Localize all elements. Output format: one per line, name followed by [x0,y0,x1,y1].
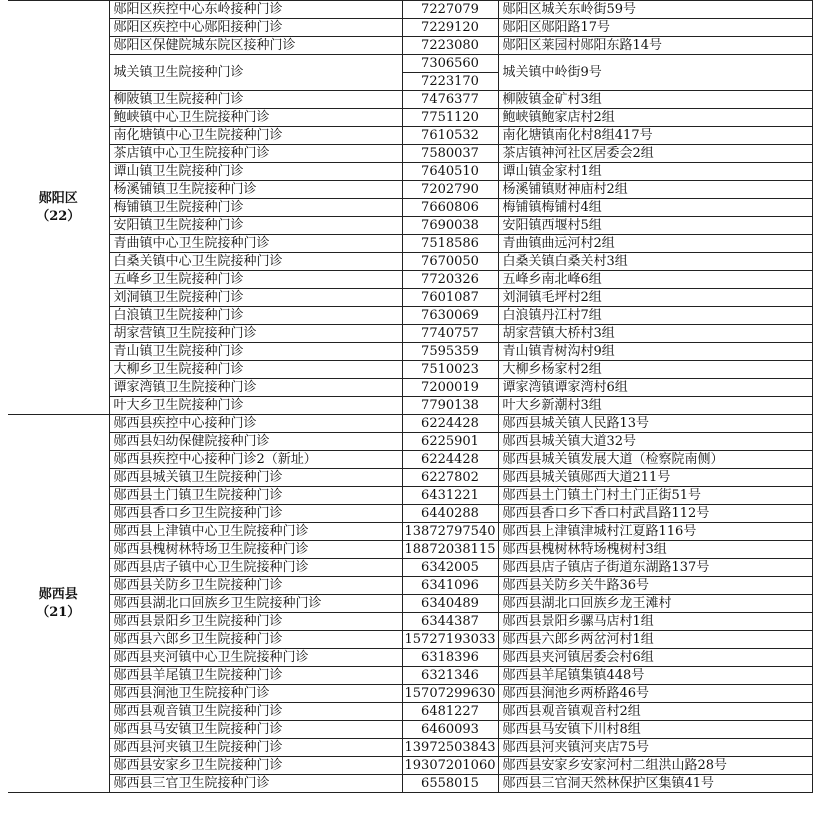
table-row [8,757,812,775]
clinic-address: 郧阳区莱园村郧阳东路14号 [498,37,812,55]
table-row [8,91,812,109]
clinic-phone: 7740757 [402,325,498,343]
clinic-address: 郧西县马安镇下川村8组 [498,721,812,739]
table-row [8,163,812,181]
table-row [8,631,812,649]
clinic-address: 郧西县槐树林特场槐树村3组 [498,541,812,559]
clinic-phone: 7595359 [402,343,498,361]
clinic-name: 叶大乡卫生院接种门诊 [109,397,402,415]
clinic-address: 郧西县涧池乡两桥路46号 [498,685,812,703]
clinic-address: 谭山镇金家村1组 [498,163,812,181]
table-row [8,199,812,217]
table-row [8,145,812,163]
clinic-address: 郧西县城关镇发展大道（检察院南侧） [498,451,812,469]
district-cell [8,1,109,415]
clinic-phone: 19307201060 [402,757,498,775]
clinic-phone: 6318396 [402,649,498,667]
district-name: 郧阳区 [38,190,78,206]
clinic-address: 白桑关镇白桑关村3组 [498,253,812,271]
clinic-phone: 7518586 [402,235,498,253]
district-count: （21） [36,604,81,620]
clinic-phone: 7720326 [402,271,498,289]
clinic-phone: 7610532 [402,127,498,145]
clinic-phone: 6341096 [402,577,498,595]
table-row [8,451,812,469]
clinic-name: 郧西县土门镇卫生院接种门诊 [109,487,402,505]
table-row [8,181,812,199]
clinic-name: 杨溪铺镇卫生院接种门诊 [109,181,402,199]
clinic-phone: 7200019 [402,379,498,397]
table-row [8,703,812,721]
clinic-phone: 18872038115 [402,541,498,559]
clinic-name: 谭家湾镇卫生院接种门诊 [109,379,402,397]
clinic-name: 郧西县安家乡卫生院接种门诊 [109,757,402,775]
table-row [8,1,812,19]
phone-number: 7306560 [421,56,479,71]
clinic-address: 叶大乡新潮村3组 [498,397,812,415]
clinic-address: 郧西县观音镇观音村2组 [498,703,812,721]
clinic-name: 南化塘镇中心卫生院接种门诊 [109,127,402,145]
clinic-name: 白桑关镇中心卫生院接种门诊 [109,253,402,271]
clinic-address: 刘洞镇毛坪村2组 [498,289,812,307]
table-row [8,289,812,307]
clinic-name: 安阳镇卫生院接种门诊 [109,217,402,235]
clinic-address: 青山镇青树沟村9组 [498,343,812,361]
clinic-name: 郧西县城关镇卫生院接种门诊 [109,469,402,487]
clinic-phone: 13972503843 [402,739,498,757]
clinic-address: 梅铺镇梅铺村4组 [498,199,812,217]
clinic-phone: 7227079 [402,1,498,19]
clinic-phone: 7640510 [402,163,498,181]
clinic-address: 郧西县上津镇津城村江夏路116号 [498,523,812,541]
table-row [8,595,812,613]
clinic-name: 郧西县马安镇卫生院接种门诊 [109,721,402,739]
table-row [8,577,812,595]
clinic-phone: 7229120 [402,19,498,37]
clinic-phone: 13872797540 [402,523,498,541]
table-row [8,307,812,325]
clinic-phone: 7202790 [402,181,498,199]
district-cell [8,415,109,793]
table-row [8,397,812,415]
clinic-address: 安阳镇西堰村5组 [498,217,812,235]
table-body [8,1,812,793]
phone-number: 7223170 [403,72,498,90]
table-row [8,325,812,343]
table-row [8,739,812,757]
table-row [8,685,812,703]
clinic-phone: 7630069 [402,307,498,325]
clinic-name: 白浪镇卫生院接种门诊 [109,307,402,325]
clinic-phone: 7690038 [402,217,498,235]
clinic-name: 青山镇卫生院接种门诊 [109,343,402,361]
clinic-name: 郧西县疾控中心接种门诊2（新址） [109,451,402,469]
clinic-address: 郧西县景阳乡骡马店村1组 [498,613,812,631]
table-row [8,271,812,289]
clinic-address: 五峰乡南北峰6组 [498,271,812,289]
clinic-address: 郧西县城关镇人民路13号 [498,415,812,433]
table-row [8,19,812,37]
clinic-phone: 7670050 [402,253,498,271]
clinic-name: 柳陂镇卫生院接种门诊 [109,91,402,109]
clinic-phone: 7660806 [402,199,498,217]
clinic-name: 郧西县夹河镇中心卫生院接种门诊 [109,649,402,667]
clinic-name: 郧西县疾控中心接种门诊 [109,415,402,433]
table-row [8,343,812,361]
clinic-name: 青曲镇中心卫生院接种门诊 [109,235,402,253]
table-row [8,109,812,127]
clinic-address: 鲍峡镇鲍家店村2组 [498,109,812,127]
clinic-name: 梅铺镇卫生院接种门诊 [109,199,402,217]
table-row [8,415,812,433]
table-row [8,505,812,523]
clinic-phone: 7601087 [402,289,498,307]
clinic-name: 郧西县湖北口回族乡卫生院接种门诊 [109,595,402,613]
clinic-name: 郧西县观音镇卫生院接种门诊 [109,703,402,721]
clinic-name: 谭山镇卫生院接种门诊 [109,163,402,181]
table-row [8,613,812,631]
table-row [8,55,812,91]
clinic-phone: 6321346 [402,667,498,685]
clinic-name: 刘洞镇卫生院接种门诊 [109,289,402,307]
clinic-address: 郧西县土门镇土门村土门正街51号 [498,487,812,505]
clinic-name: 郧西县店子镇中心卫生院接种门诊 [109,559,402,577]
clinic-phone: 7790138 [402,397,498,415]
vaccination-clinic-table [8,0,813,793]
table-row [8,361,812,379]
clinic-address: 郧西县六郎乡两岔河村1组 [498,631,812,649]
clinic-phone: 6558015 [402,775,498,793]
clinic-address: 郧西县店子镇店子街道东湖路137号 [498,559,812,577]
clinic-address: 郧西县香口乡下香口村武昌路112号 [498,505,812,523]
clinic-phone: 6225901 [402,433,498,451]
clinic-address: 郧阳区郧阳路17号 [498,19,812,37]
table-row [8,235,812,253]
clinic-phone: 15727193033 [402,631,498,649]
table-row [8,667,812,685]
clinic-phone: 6344387 [402,613,498,631]
table-row [8,433,812,451]
clinic-phone: 7510023 [402,361,498,379]
clinic-address: 杨溪铺镇财神庙村2组 [498,181,812,199]
clinic-name: 郧西县涧池卫生院接种门诊 [109,685,402,703]
clinic-address: 郧阳区城关东岭街59号 [498,1,812,19]
clinic-address: 郧西县关防乡关牛路36号 [498,577,812,595]
clinic-address: 郧西县城关镇大道32号 [498,433,812,451]
clinic-address: 大柳乡杨家村2组 [498,361,812,379]
clinic-phone [402,55,498,91]
clinic-address: 郧西县三官洞天然林保护区集镇41号 [498,775,812,793]
clinic-phone: 7223080 [402,37,498,55]
clinic-address: 白浪镇丹江村7组 [498,307,812,325]
clinic-address: 郧西县湖北口回族乡龙王滩村 [498,595,812,613]
table-row [8,523,812,541]
clinic-phone: 6227802 [402,469,498,487]
clinic-name: 郧西县河夹镇卫生院接种门诊 [109,739,402,757]
clinic-phone: 6440288 [402,505,498,523]
clinic-name: 城关镇卫生院接种门诊 [109,55,402,91]
table-row [8,37,812,55]
clinic-address: 胡家营镇大桥村3组 [498,325,812,343]
clinic-address: 谭家湾镇谭家湾村6组 [498,379,812,397]
clinic-phone: 7751120 [402,109,498,127]
clinic-address: 郧西县安家乡安家河村二组洪山路28号 [498,757,812,775]
clinic-address: 茶店镇神河社区居委会2组 [498,145,812,163]
clinic-phone: 6224428 [402,415,498,433]
clinic-phone: 6481227 [402,703,498,721]
table-row [8,379,812,397]
clinic-name: 郧西县香口乡卫生院接种门诊 [109,505,402,523]
clinic-address: 柳陂镇金矿村3组 [498,91,812,109]
clinic-name: 鲍峡镇中心卫生院接种门诊 [109,109,402,127]
table-row [8,469,812,487]
clinic-phone: 7580037 [402,145,498,163]
clinic-address: 郧西县夹河镇居委会村6组 [498,649,812,667]
clinic-address: 郧西县羊尾镇集镇448号 [498,667,812,685]
clinic-address: 郧西县河夹镇河夹店75号 [498,739,812,757]
clinic-address: 青曲镇曲远河村2组 [498,235,812,253]
clinic-phone: 6460093 [402,721,498,739]
clinic-name: 郧西县六郎乡卫生院接种门诊 [109,631,402,649]
clinic-name: 郧西县羊尾镇卫生院接种门诊 [109,667,402,685]
clinic-name: 郧阳区保健院城东院区接种门诊 [109,37,402,55]
table-row [8,127,812,145]
clinic-name: 茶店镇中心卫生院接种门诊 [109,145,402,163]
clinic-name: 郧西县景阳乡卫生院接种门诊 [109,613,402,631]
clinic-name: 五峰乡卫生院接种门诊 [109,271,402,289]
table-row [8,253,812,271]
district-name: 郧西县 [38,586,78,602]
clinic-address: 郧西县城关镇郧西大道211号 [498,469,812,487]
clinic-phone: 6431221 [402,487,498,505]
clinic-name: 郧阳区疾控中心东岭接种门诊 [109,1,402,19]
table-row [8,559,812,577]
clinic-phone: 15707299630 [402,685,498,703]
clinic-address: 南化塘镇南化村8组417号 [498,127,812,145]
clinic-name: 郧西县关防乡卫生院接种门诊 [109,577,402,595]
clinic-name: 郧阳区疾控中心郧阳接种门诊 [109,19,402,37]
clinic-name: 郧西县三官卫生院接种门诊 [109,775,402,793]
clinic-name: 大柳乡卫生院接种门诊 [109,361,402,379]
table-row [8,649,812,667]
table-row [8,487,812,505]
clinic-phone: 7476377 [402,91,498,109]
table-row [8,721,812,739]
clinic-phone: 6224428 [402,451,498,469]
table-row [8,775,812,793]
clinic-address: 城关镇中岭街9号 [498,55,812,91]
clinic-name: 郧西县上津镇中心卫生院接种门诊 [109,523,402,541]
clinic-phone: 6342005 [402,559,498,577]
clinic-phone: 6340489 [402,595,498,613]
clinic-name: 郧西县妇幼保健院接种门诊 [109,433,402,451]
clinic-name: 郧西县槐树林特场卫生院接种门诊 [109,541,402,559]
district-count: （22） [36,208,81,224]
table-row [8,217,812,235]
table-row [8,541,812,559]
clinic-name: 胡家营镇卫生院接种门诊 [109,325,402,343]
